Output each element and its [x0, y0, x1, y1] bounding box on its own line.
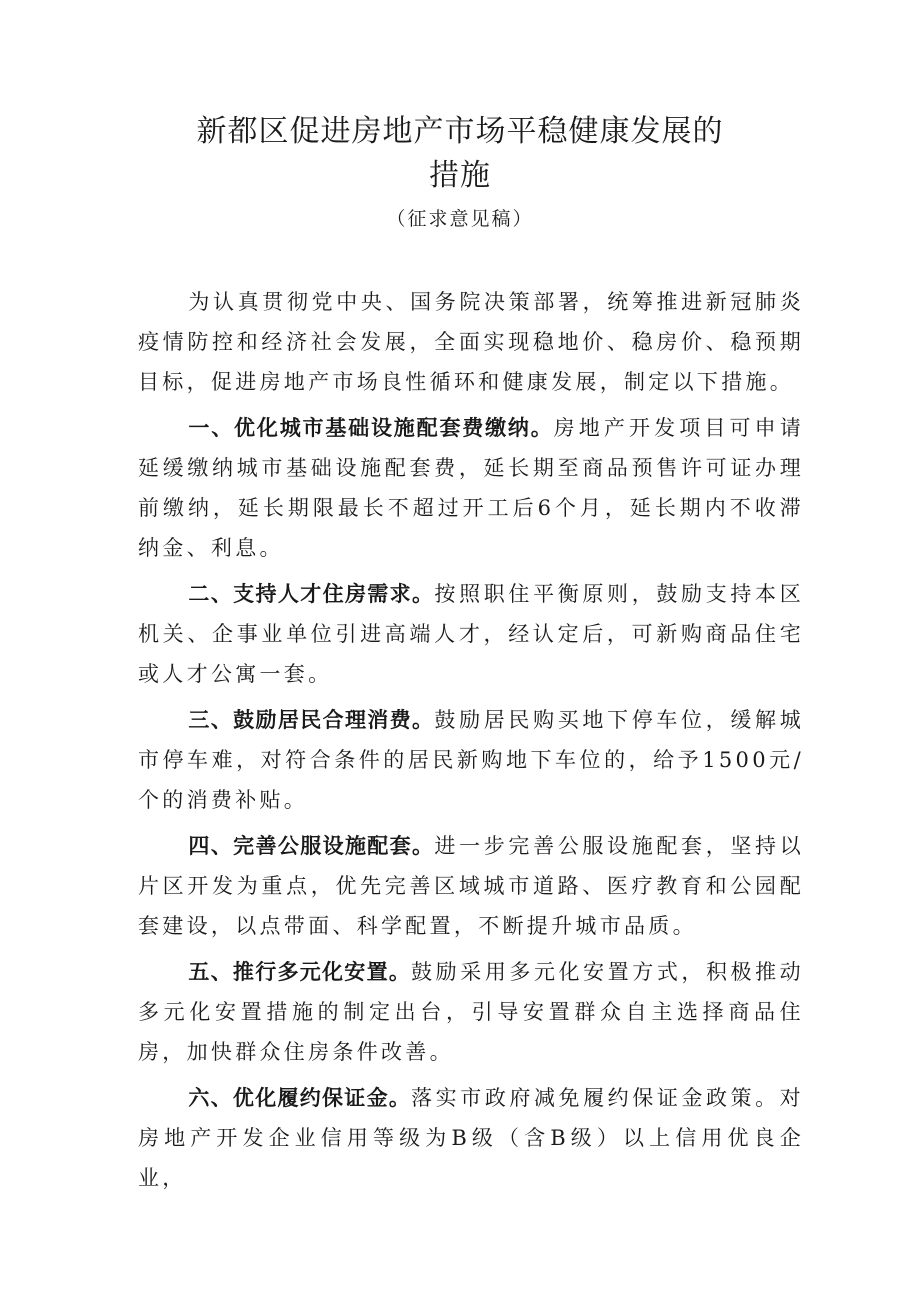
measure-heading-3: 三、鼓励居民合理消费。: [188, 708, 435, 732]
measure-paragraph-3: [138, 700, 804, 820]
measure-text-2: 按照职住平衡原则，鼓励支持本区机关、企事业单位引进高端人才，经认定后，可新购商品住宅或人才公寓一套。: [138, 582, 805, 686]
measure-paragraph-6: [138, 1078, 804, 1198]
measure-paragraph-1: [138, 408, 804, 568]
measure-heading-1: 一、优化城市基础设施配套费缴纳。: [188, 416, 554, 440]
measure-text-1: 房地产开发项目可申请延缓缴纳城市基础设施配套费，延长期至商品预售许可证办理前缴纳，延长期限最长不超过开工后6个月，延长期内不收滞纳金、利息。: [138, 416, 805, 560]
measure-text-3: 鼓励居民购买地下停车位，缓解城市停车难，对符合条件的居民新购地下车位的，给予1500元/个的消费补贴。: [138, 708, 805, 812]
document-title-line-2: 措施: [429, 158, 491, 193]
measure-heading-4: 四、完善公服设施配套。: [188, 834, 435, 858]
document-subtitle: （征求意见稿）: [386, 208, 534, 230]
measure-paragraph-2: [138, 574, 804, 694]
measure-heading-2: 二、支持人才住房需求。: [188, 582, 435, 606]
document-title-line-1: 新都区促进房地产市场平稳健康发展的: [196, 114, 724, 149]
measure-heading-6: 六、优化履约保证金。: [188, 1086, 412, 1110]
measure-text-5: 鼓励采用多元化安置方式，积极推动多元化安置措施的制定出台，引导安置群众自主选择商品住房，加快群众住房条件改善。: [138, 960, 804, 1064]
measure-paragraph-4: [138, 826, 804, 946]
measure-text-4: 进一步完善公服设施配套，坚持以片区开发为重点，优先完善区域城市道路、医疗教育和公园配套建设，以点带面、科学配置，不断提升城市品质。: [138, 834, 805, 938]
measure-heading-5: 五、推行多元化安置。: [188, 960, 412, 984]
measure-paragraph-5: [138, 952, 804, 1072]
document-body: [138, 282, 804, 1204]
measure-text-6: 落实市政府减免履约保证金政策。对房地产开发企业信用等级为B级（含B级）以上信用优良企业，: [138, 1086, 804, 1190]
intro-paragraph: 为认真贯彻党中央、国务院决策部署，统筹推进新冠肺炎疫情防控和经济社会发展，全面实现稳地价、稳房价、稳预期目标，促进房地产市场良性循环和健康发展，制定以下措施。: [138, 290, 804, 394]
